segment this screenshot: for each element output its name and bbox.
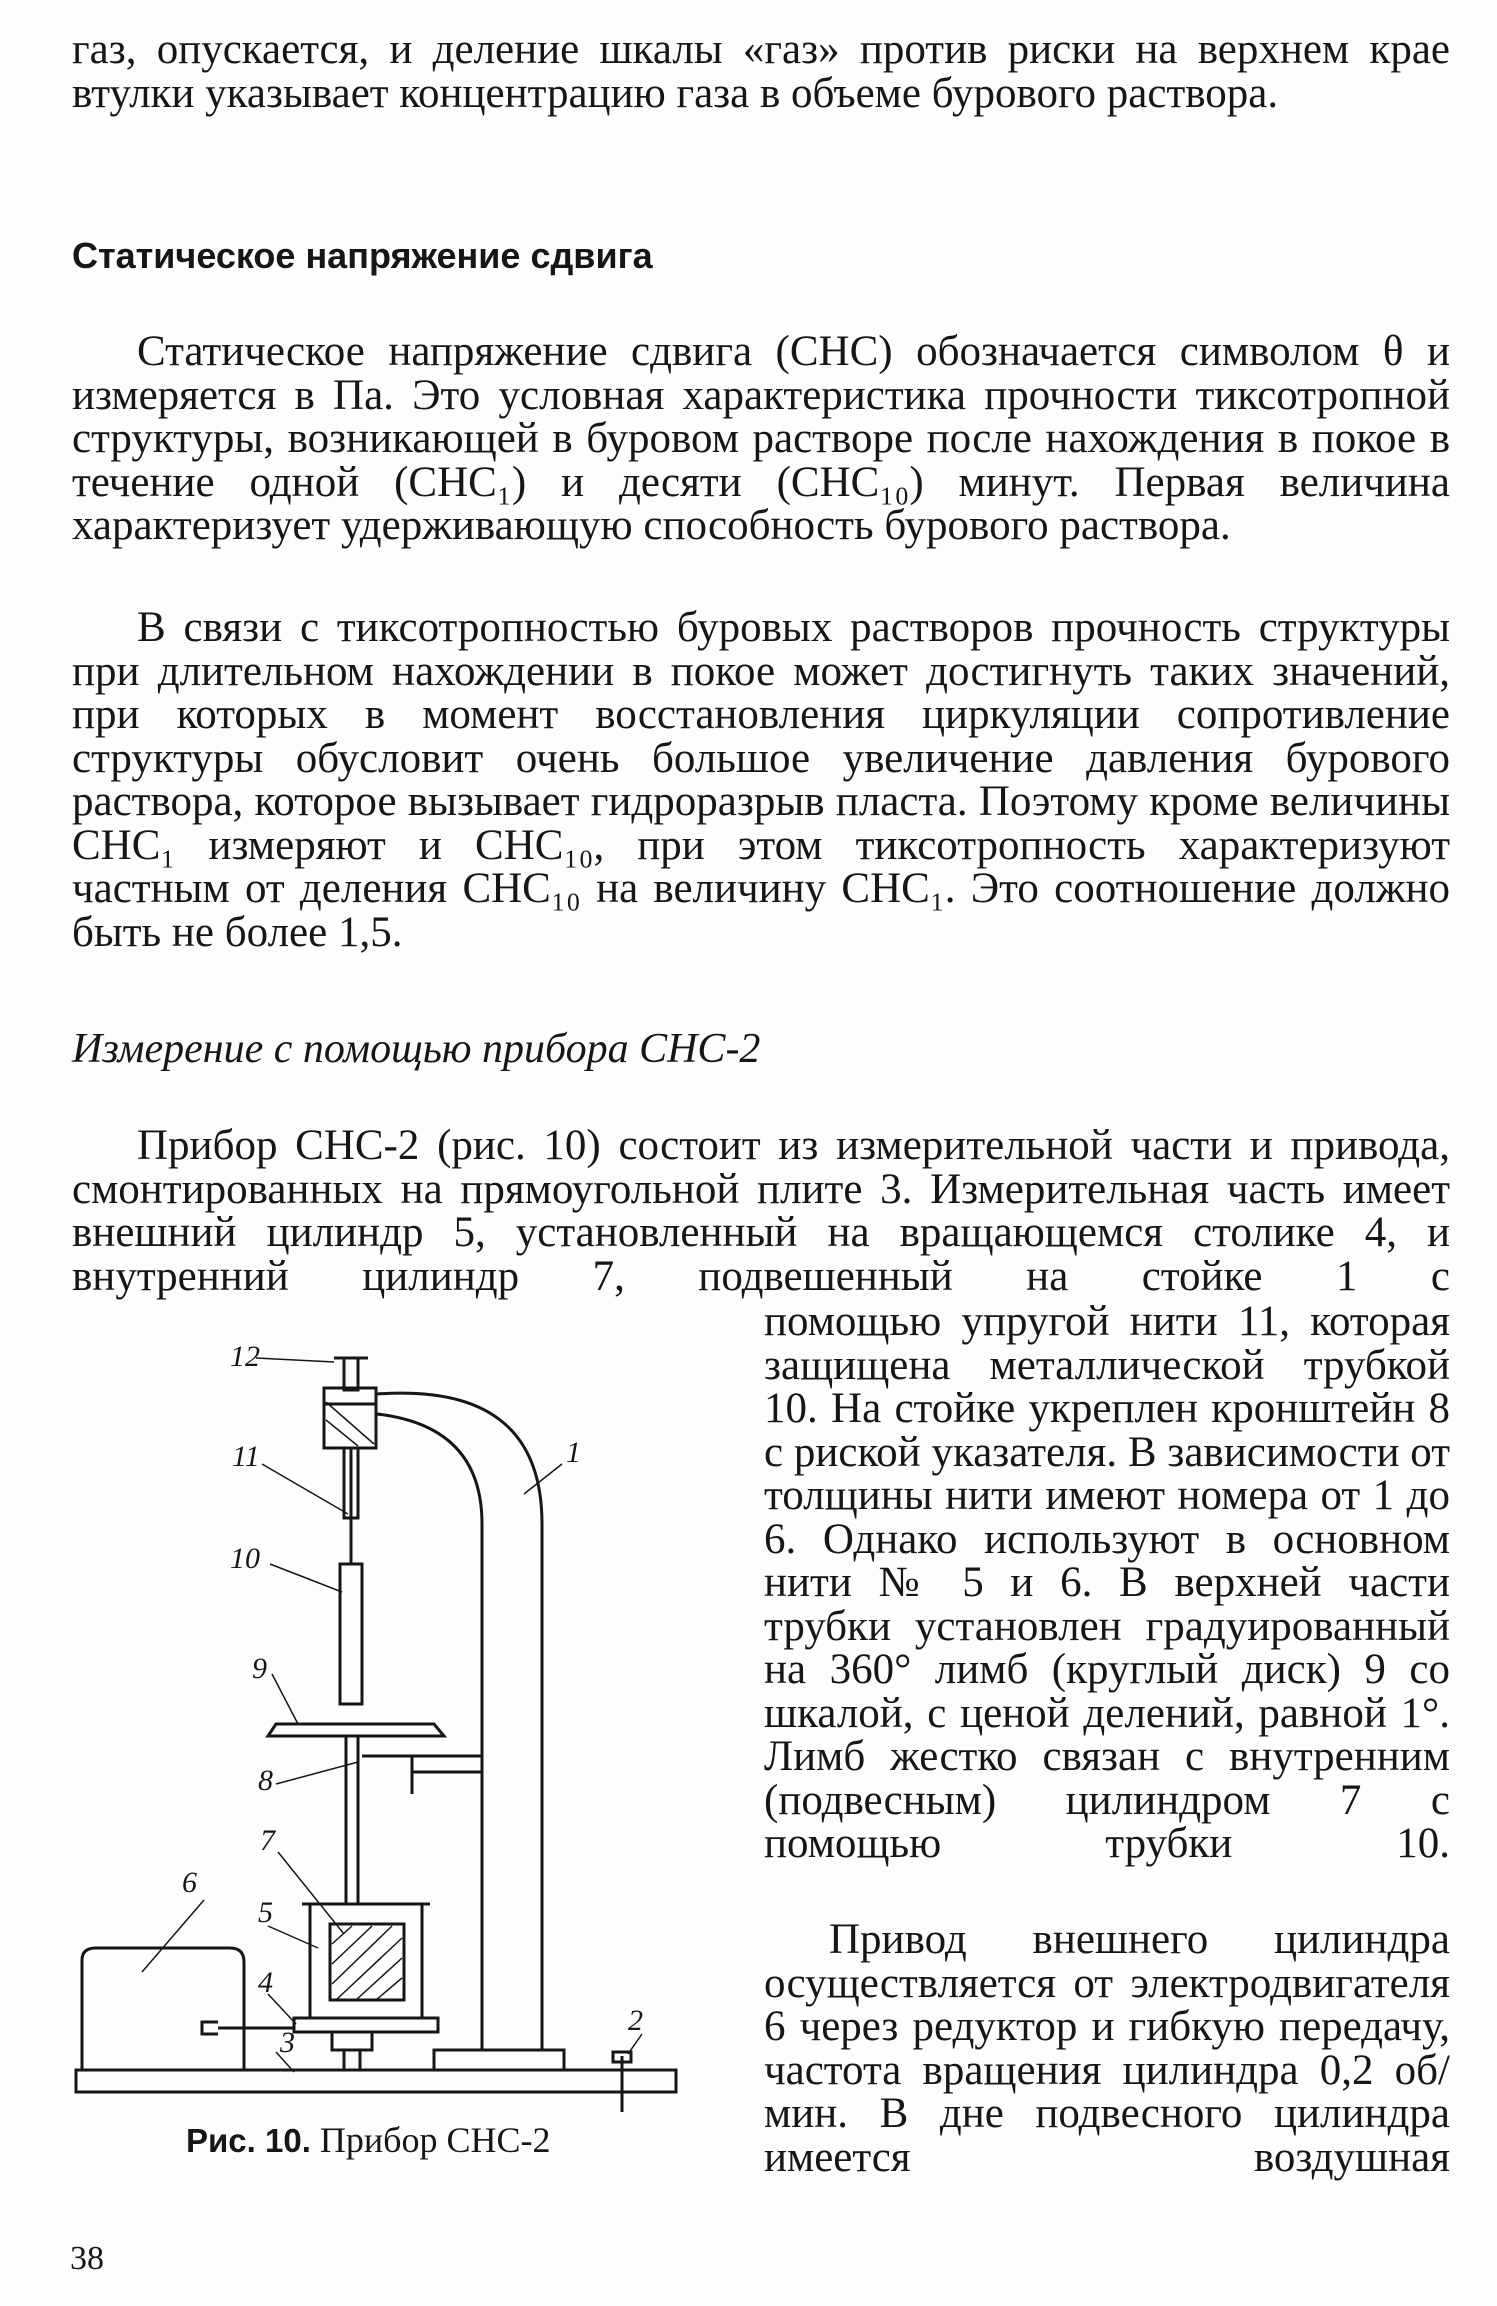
motor-6 [82, 1948, 244, 2070]
label-7: 7 [260, 1824, 275, 1857]
label-12: 12 [230, 1344, 260, 1373]
figure-sns2-device [62, 1344, 702, 2114]
paragraph-3-narrow: помощью упругой нити 11, которая защищена металлической трубкой 10. На стойке укреплен кронштейн 8 с риской указателя. В зависимости от толщины нити имеют номера от 1 до 6. Однако используют в основном нити № 5 и 6. В верхней части трубки установлен градуированный на 360° лимб (круглый диск) 9 со шкалой, с ценой делений, равной 1°. Лимб жестко связан с внутренним (подвесным) цилиндром 7 с помощью трубки 10. [764, 1298, 1450, 1867]
subsection-title: Измерение с помощью прибора СНС-2 [72, 1026, 761, 1072]
caption-text: Прибор СНС-2 [319, 2120, 551, 2160]
limb-9 [268, 1724, 444, 1736]
page-number: 38 [70, 2240, 104, 2277]
paragraph-2: В связи с тиксотропностью буровых растворов прочность структуры при длительном нахождении в покое может достигнуть таких значений, при которых в момент восстановления циркуляции сопротивление структуры обусловит очень большое увеличение давления бурового раствора, которое вызывает гидроразрыв пласта. Поэтому кроме величины СНС₁ измеряют и СНС₁₀, при этом тиксотропность характеризуют частным от деления СНС₁₀ на величину СНС₁. Это соотношение должно быть не более 1,5. [72, 604, 1450, 956]
table-4 [294, 2018, 438, 2032]
paragraph-1: Статическое напряжение сдвига (СНС) обозначается символом θ и измеряется в Па. Это условная характеристика прочности тиксотропной структуры, возникающей в буровом растворе после нахождения в покое в течение одной (СНС₁) и десяти (СНС₁₀) минут. Первая величина характеризует удерживающую способность бурового раствора. [72, 328, 1450, 549]
label-11: 11 [232, 1440, 260, 1473]
figure-caption [186, 2120, 550, 2161]
label-8: 8 [258, 1764, 273, 1797]
stand-1 [377, 1414, 482, 2050]
paragraph-3-full-width: Прибор СНС-2 (рис. 10) состоит из измерительной части и привода, смонтированных на прямоугольной плите 3. Измерительная часть имеет внешний цилиндр 5, установленный на вращающемся столике 4, и внутренний цилиндр 7, подвешенный на стойке 1 с [72, 1122, 1450, 1300]
section-title: Статическое напряжение сдвига [72, 235, 653, 276]
paragraph-4: Привод внешнего цилиндра осуществляется от электродвигателя 6 через редуктор и гибкую передачу, частота вращения цилиндра 0,2 об/мин. В дне подвесного цилиндра имеется воздушная [764, 1916, 1450, 2181]
caption-prefix: Рис. 10. [186, 2122, 311, 2159]
label-6: 6 [182, 1866, 197, 1899]
intro-text: газ, опускается, и деление шкалы «газ» против риски на верхнем крае втулки указывает концентрацию газа в объеме бурового раствора. [72, 26, 1450, 117]
label-5: 5 [258, 1896, 273, 1929]
device-diagram [62, 1344, 702, 2114]
base-plate-3 [76, 2070, 676, 2092]
label-9: 9 [252, 1652, 267, 1685]
label-10: 10 [230, 1542, 260, 1575]
label-4: 4 [258, 1966, 273, 1999]
label-3: 3 [280, 2026, 295, 2059]
label-2: 2 [628, 2004, 643, 2037]
label-1: 1 [566, 1436, 581, 1469]
intro-paragraph [72, 28, 1450, 115]
